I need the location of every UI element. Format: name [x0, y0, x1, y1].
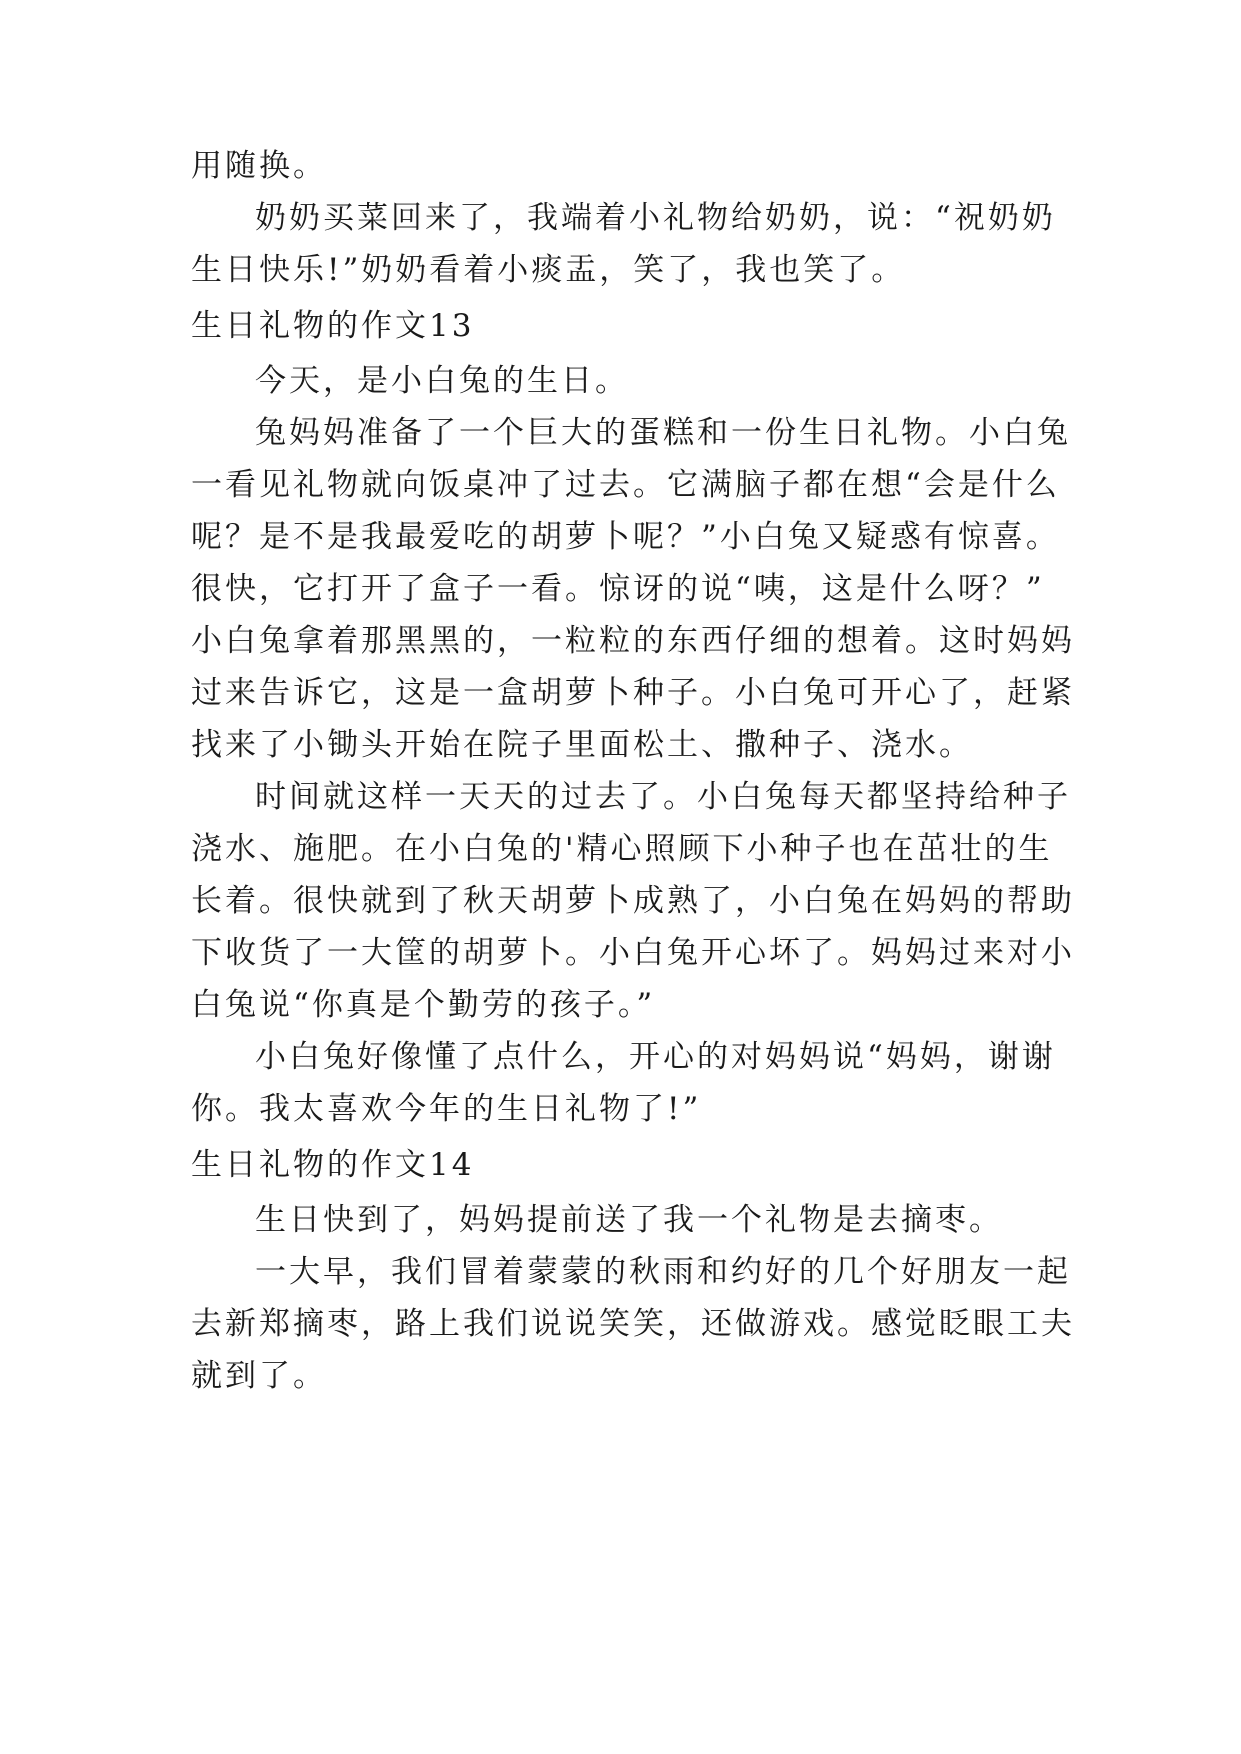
- text-line: 小白兔好像懂了点什么，开心的对妈妈说“妈妈，谢谢: [255, 1039, 1056, 1075]
- text-line: 下收货了一大筐的胡萝卜。小白兔开心坏了。妈妈过来对小: [191, 935, 1075, 971]
- text-line: 就到了。: [191, 1358, 327, 1394]
- section-heading: 生日礼物的作文14: [191, 1147, 475, 1183]
- section-heading: 生日礼物的作文13: [191, 308, 475, 344]
- text-line: 你。我太喜欢今年的生日礼物了!”: [191, 1091, 702, 1127]
- text-line: 一看见礼物就向饭桌冲了过去。它满脑子都在想“会是什么: [191, 467, 1060, 503]
- text-line: 小白兔拿着那黑黑的，一粒粒的东西仔细的想着。这时妈妈: [191, 623, 1075, 659]
- text-line: 很快，它打开了盒子一看。惊讶的说“咦，这是什么呀？”: [191, 571, 1045, 607]
- text-line: 今天，是小白兔的生日。: [255, 363, 629, 399]
- text-line: 奶奶买菜回来了，我端着小礼物给奶奶，说：“祝奶奶: [255, 200, 1056, 236]
- text-line: 生日快乐!”奶奶看着小痰盂，笑了，我也笑了。: [191, 252, 906, 288]
- text-line: 浇水、施肥。在小白兔的'精心照顾下小种子也在茁壮的生: [191, 831, 1053, 867]
- text-line: 呢？是不是我最爱吃的胡萝卜呢？”小白兔又疑惑有惊喜。: [191, 519, 1060, 555]
- text-line: 长着。很快就到了秋天胡萝卜成熟了，小白兔在妈妈的帮助: [191, 883, 1075, 919]
- text-line: 去新郑摘枣，路上我们说说笑笑，还做游戏。感觉眨眼工夫: [191, 1306, 1075, 1342]
- text-line: 过来告诉它，这是一盒胡萝卜种子。小白兔可开心了，赶紧: [191, 675, 1075, 711]
- text-line: 一大早，我们冒着蒙蒙的秋雨和约好的几个好朋友一起: [255, 1254, 1071, 1290]
- text-line: 用随换。: [191, 148, 327, 184]
- text-line: 生日快到了，妈妈提前送了我一个礼物是去摘枣。: [255, 1202, 1003, 1238]
- text-line: 兔妈妈准备了一个巨大的蛋糕和一份生日礼物。小白兔: [255, 415, 1071, 451]
- text-line: 时间就这样一天天的过去了。小白兔每天都坚持给种子: [255, 779, 1071, 815]
- text-line: 找来了小锄头开始在院子里面松土、撒种子、浇水。: [191, 727, 973, 763]
- text-line: 白兔说“你真是个勤劳的孩子。”: [191, 987, 656, 1023]
